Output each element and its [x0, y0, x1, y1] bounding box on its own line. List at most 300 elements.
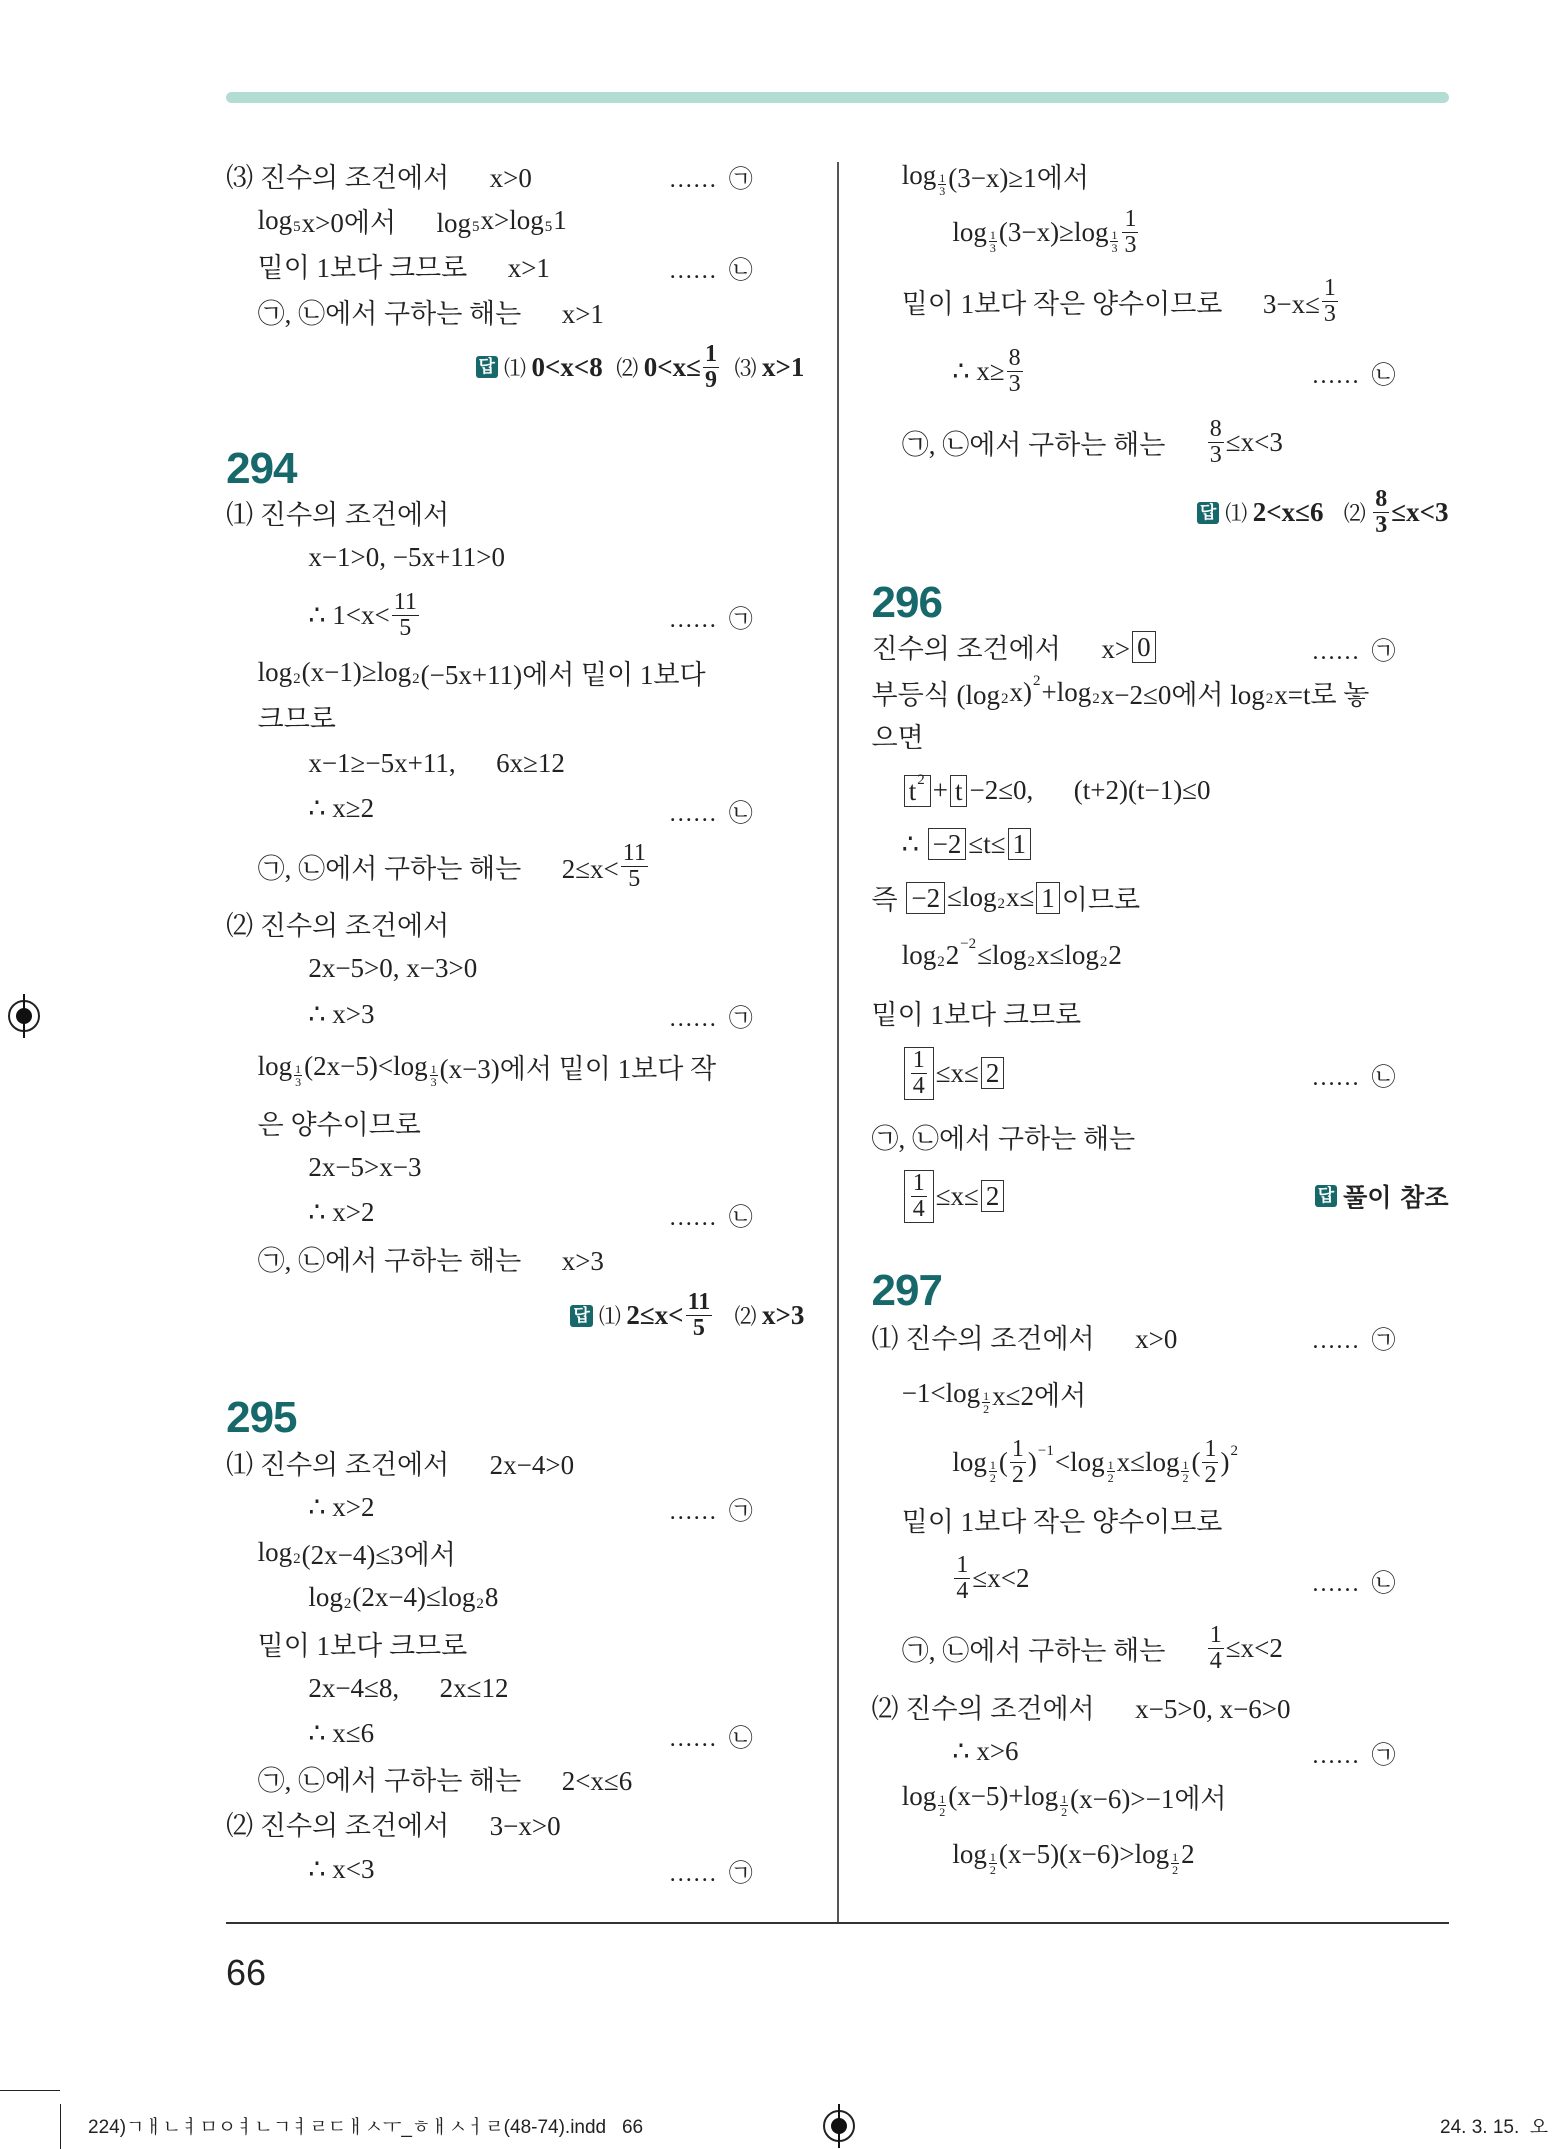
answer-line	[570, 1289, 805, 1342]
answer-blank-box	[1036, 882, 1060, 914]
math-text: 1	[553, 205, 567, 236]
math-text: −2	[932, 829, 962, 860]
math-text: 은 양수이므로	[257, 1109, 421, 1140]
ellipsis: ……	[668, 167, 729, 194]
math-text: 0<x≤	[643, 351, 702, 382]
math-text: log	[257, 205, 293, 236]
math-text: ⑵ 진수의 조건에서 x−5>0, x−6>0	[871, 1693, 1291, 1724]
solution-line	[258, 651, 706, 695]
math-text: ㉠, ㉡에서 구하는 해는 x>1	[257, 298, 604, 329]
registration-mark-icon	[823, 2110, 855, 2142]
fraction	[686, 1290, 713, 1341]
numerator: 8	[1375, 486, 1388, 513]
answer-blank-box	[1132, 631, 1156, 663]
subscript: 5	[472, 219, 480, 236]
numerator: 1	[1172, 1849, 1179, 1864]
solution-line	[226, 491, 449, 535]
solution-line	[308, 1485, 374, 1529]
math-text: 즉	[871, 885, 905, 916]
subscript: 2	[343, 1596, 352, 1613]
item-label: ⑶	[734, 355, 763, 381]
subscript: 2	[1027, 953, 1036, 970]
math-text: 1	[1041, 882, 1055, 913]
fraction	[1208, 417, 1224, 468]
ellipsis: ……	[1311, 638, 1372, 665]
ellipsis: ……	[1311, 1743, 1372, 1770]
solution-line	[872, 670, 1370, 714]
solution-line	[257, 839, 650, 892]
math-text: 2	[945, 939, 960, 970]
solution-line	[872, 625, 1158, 669]
fraction	[1322, 276, 1338, 327]
math-text: (	[1191, 1446, 1201, 1477]
solution-line	[952, 1729, 1018, 1773]
subscript: 2	[293, 1551, 301, 1568]
math-text: (x−3)에서 밑이 1보다 작	[439, 1053, 717, 1084]
solution-line	[308, 1576, 498, 1620]
denominator: 2	[1182, 1470, 1189, 1485]
condition-marker	[1311, 1735, 1395, 1770]
solution-line	[308, 1191, 374, 1235]
solution-line	[901, 1622, 1283, 1675]
fraction	[1110, 229, 1118, 254]
denominator: 3	[989, 241, 996, 256]
math-text: x−1>0, −5x+11>0	[308, 542, 505, 573]
math-text: ㉠, ㉡에서 구하는 해는	[901, 1636, 1206, 1667]
math-text: log	[257, 657, 293, 688]
math-text: x≤2에서	[992, 1381, 1087, 1412]
denominator: 3	[1209, 442, 1222, 469]
math-text: ∴ x≥	[952, 355, 1005, 386]
fraction	[392, 590, 419, 641]
math-text: (2x−4)≤3에서	[301, 1540, 456, 1571]
math-text: log	[952, 1446, 987, 1477]
fraction	[1007, 346, 1023, 397]
math-text: ≤log	[947, 882, 997, 913]
superscript: −2	[960, 935, 977, 952]
solution-line	[308, 741, 565, 785]
math-text: ≤x<2	[972, 1563, 1030, 1594]
math-text: (3−x)≥log	[998, 217, 1109, 248]
math-text: (x−5)(x−6)>log	[998, 1838, 1170, 1869]
math-text: x=t로 놓	[1274, 679, 1370, 710]
math-text: x)	[1009, 676, 1033, 707]
numerator: 1	[939, 170, 946, 185]
subscript: 5	[544, 219, 553, 236]
math-text: −2	[911, 882, 941, 913]
math-text	[714, 1300, 734, 1331]
math-text: x>3	[762, 1300, 805, 1331]
marker-symbol: ㉠	[728, 607, 753, 634]
solution-line	[902, 153, 1089, 197]
solution-line	[226, 1440, 574, 1484]
solution-line	[901, 416, 1283, 469]
problem-number	[226, 443, 296, 495]
numerator: 1	[1209, 1622, 1222, 1649]
solution-line	[902, 769, 1211, 813]
numerator: 11	[622, 839, 646, 866]
denominator: 2	[1061, 1805, 1068, 1820]
item-label: ⑴	[598, 1304, 627, 1330]
crop-mark	[0, 2090, 60, 2091]
math-text: 진수의 조건에서 x>	[871, 634, 1131, 665]
math-text: log	[901, 939, 937, 970]
solution-line	[952, 1832, 1194, 1876]
ellipsis: ……	[668, 1499, 729, 1526]
solution-line	[308, 1847, 374, 1891]
math-text: ㉠, ㉡에서 구하는 해는 2≤x<	[257, 853, 619, 884]
numerator: 8	[1008, 344, 1021, 371]
marker-symbol: ㉡	[728, 257, 753, 284]
math-text: ≤x<2	[1225, 1633, 1283, 1664]
condition-marker	[669, 1718, 753, 1753]
footer-filename: 224)ㄱㅐㄴㅕㅁㅇㅕㄴㄱㅕㄹㄷㅐㅅㅜ_ㅎㅐㅅㅓㄹ(48-74).indd 66	[88, 2117, 644, 2138]
solution-line	[308, 588, 421, 641]
denominator: 2	[983, 1402, 990, 1417]
solution-line	[258, 1531, 456, 1575]
marker-symbol: ㉠	[1371, 1328, 1396, 1355]
denominator: 2	[939, 1805, 946, 1820]
answer-line	[476, 340, 805, 393]
fraction	[703, 342, 719, 393]
denominator: 4	[912, 1195, 925, 1222]
math-text: ≤log	[977, 939, 1027, 970]
fraction	[1202, 1437, 1218, 1488]
math-text: x−1≥−5x+11, 6x≥12	[308, 747, 565, 778]
math-text: (	[998, 1446, 1008, 1477]
math-text: ㉠, ㉡에서 구하는 해는	[871, 1123, 1136, 1154]
crop-mark	[60, 2104, 61, 2149]
condition-marker	[669, 1491, 753, 1526]
denominator: 3	[1111, 241, 1118, 256]
denominator: 2	[1204, 1461, 1217, 1488]
footer-date: 24. 3. 15. 오	[1440, 2117, 1549, 2138]
registration-mark-icon	[8, 1000, 40, 1032]
math-text: ∴ x>6	[952, 1735, 1019, 1766]
answer-blank-box	[981, 1057, 1005, 1089]
math-text: 0	[1137, 631, 1151, 662]
math-text: 2≤x<	[626, 1300, 684, 1331]
solution-line	[308, 947, 477, 991]
math-text: 2x−4≤8, 2x≤12	[308, 1672, 509, 1703]
math-text: ⑴ 진수의 조건에서 2x−4>0	[226, 1449, 575, 1480]
answer-blank-box	[906, 882, 945, 914]
solution-line	[258, 1236, 604, 1280]
answer-badge-icon: 답	[570, 1305, 592, 1327]
answer-badge-icon: 답	[1315, 1185, 1337, 1207]
fraction	[621, 841, 648, 892]
denominator: 5	[692, 1315, 705, 1342]
math-text: log	[257, 1537, 293, 1568]
math-text: (x−6)>−1에서	[1070, 1784, 1227, 1815]
fraction	[938, 1793, 946, 1818]
math-text: 294	[226, 443, 297, 493]
math-text: log	[952, 1838, 987, 1869]
condition-marker	[669, 250, 753, 285]
math-text: ㉠, ㉡에서 구하는 해는 x>3	[257, 1245, 604, 1276]
denominator: 3	[295, 1074, 302, 1089]
math-text: ⑶ 진수의 조건에서 x>0	[226, 162, 532, 193]
subscript: 2	[1099, 953, 1108, 970]
marker-symbol: ㉡	[728, 1204, 753, 1231]
solution-line	[901, 274, 1340, 327]
numerator: 1	[989, 1849, 996, 1864]
math-text: 2x−5>x−3	[308, 1152, 422, 1183]
denominator: 5	[628, 865, 641, 892]
condition-marker	[669, 998, 753, 1033]
math-text: ∴ x≥2	[308, 793, 375, 824]
math-text: ≤x≤	[935, 1180, 979, 1211]
numerator: 11	[393, 588, 417, 615]
math-text: t	[954, 775, 963, 806]
solution-line	[952, 1552, 1030, 1605]
denominator: 4	[956, 1578, 969, 1605]
math-text: (−5x+11)에서 밑이 1보다	[420, 660, 706, 691]
answer-blank-box	[950, 775, 968, 807]
math-text: 297	[871, 1265, 942, 1315]
fraction	[1060, 1793, 1068, 1818]
answer-line	[1197, 486, 1449, 539]
math-text: 2<x≤6	[1252, 497, 1344, 528]
answer-text: 풀이 참조	[1343, 1183, 1449, 1213]
numerator: 1	[1124, 206, 1137, 233]
solution-line	[902, 1372, 1086, 1416]
solution-line	[226, 1802, 561, 1846]
numerator: 1	[1204, 1435, 1217, 1462]
fraction	[294, 1063, 302, 1088]
ellipsis: ……	[668, 1204, 729, 1231]
denominator: 3	[1375, 512, 1388, 539]
subscript: 2	[997, 896, 1005, 913]
subscript: 2	[1265, 690, 1274, 707]
math-text: ⑴ 진수의 조건에서	[226, 500, 450, 531]
marker-symbol: ㉠	[728, 1006, 753, 1033]
solution-line	[258, 695, 336, 739]
numerator: 1	[295, 1061, 302, 1076]
solution-line	[308, 1146, 421, 1190]
condition-marker	[669, 1853, 753, 1888]
superscript: 2	[1033, 672, 1041, 689]
condition-marker	[1311, 631, 1395, 666]
math-text: x−2≤0에서 log	[1100, 679, 1265, 710]
superscript: −1	[1037, 1442, 1054, 1459]
solution-line	[226, 902, 449, 946]
answer-blank-box	[904, 771, 931, 807]
solution-line	[258, 289, 604, 333]
solution-line	[258, 199, 567, 243]
solution-line	[258, 1621, 468, 1665]
math-text: )	[1220, 1446, 1230, 1477]
solution-line	[308, 787, 374, 831]
numerator: 1	[912, 1046, 925, 1073]
denominator: 3	[1008, 370, 1021, 397]
denominator: 2	[1107, 1470, 1114, 1485]
solution-line	[902, 1169, 1007, 1222]
condition-marker	[1311, 355, 1395, 390]
superscript: 2	[917, 771, 925, 788]
fraction	[911, 1171, 927, 1222]
fraction	[911, 1048, 927, 1099]
solution-line	[872, 876, 1140, 920]
solution-line	[872, 1314, 1178, 1358]
math-text: 밑이 1보다 작은 양수이므로	[901, 1507, 1223, 1538]
solution-line	[902, 1046, 1007, 1099]
ellipsis: ……	[1311, 1328, 1372, 1355]
marker-symbol: ㉡	[1371, 1570, 1396, 1597]
numerator: 11	[687, 1289, 711, 1316]
numerator: 1	[1111, 228, 1118, 243]
ellipsis: ……	[668, 1006, 729, 1033]
fraction	[430, 1063, 438, 1088]
ellipsis: ……	[668, 1861, 729, 1888]
math-text: 밑이 1보다 크므로	[871, 1000, 1082, 1031]
solution-line	[872, 714, 924, 758]
math-text: log	[257, 1050, 293, 1081]
solution-line	[902, 1775, 1227, 1819]
math-text: 부등식 (log	[871, 679, 1001, 710]
math-text: 2	[985, 1181, 1000, 1212]
math-text: log	[901, 159, 937, 190]
denominator: 9	[705, 366, 718, 393]
subscript: 2	[1001, 690, 1009, 707]
math-text: 크므로	[257, 704, 336, 735]
fraction	[1208, 1623, 1224, 1674]
subscript: 2	[937, 953, 945, 970]
marker-symbol: ㉠	[1371, 638, 1396, 665]
math-text: (2x−4)≤log	[352, 1582, 476, 1613]
math-text: (2x−5)<log	[304, 1050, 428, 1081]
math-text: +	[932, 775, 948, 806]
math-text: 296	[871, 577, 942, 627]
numerator: 1	[989, 228, 996, 243]
item-label: ⑵	[616, 355, 644, 381]
math-text: ∴ x>2	[308, 1197, 375, 1228]
math-text: 0<x<8	[531, 351, 617, 382]
math-text: ∴ x<3	[308, 1853, 375, 1884]
bottom-rule	[226, 1922, 1449, 1924]
answer-blank-box	[1008, 828, 1032, 860]
solution-line	[308, 536, 505, 580]
fraction	[989, 1851, 997, 1876]
math-text: 8	[484, 1582, 499, 1613]
ellipsis: ……	[1311, 363, 1372, 390]
fraction	[1107, 1459, 1115, 1484]
header-accent-bar	[226, 92, 1449, 103]
denominator: 4	[912, 1072, 925, 1099]
denominator: 2	[1172, 1862, 1179, 1877]
numerator: 1	[956, 1552, 969, 1579]
answer-badge-icon: 답	[1197, 502, 1219, 524]
math-text: +log	[1041, 676, 1092, 707]
numerator: 1	[912, 1169, 925, 1196]
math-text: x≤	[1005, 882, 1035, 913]
condition-marker	[1311, 1320, 1395, 1355]
subscript: 2	[293, 671, 301, 688]
solution-line	[872, 1684, 1291, 1728]
solution-line	[258, 1757, 633, 1801]
ellipsis: ……	[1311, 1570, 1372, 1597]
math-text: −1<log	[901, 1378, 981, 1409]
item-label: ⑵	[734, 1304, 763, 1330]
item-label: ⑵	[1343, 501, 1372, 527]
math-text: x≤log	[1036, 939, 1099, 970]
math-text: x>1	[762, 351, 805, 382]
condition-marker	[669, 599, 753, 634]
denominator: 2	[989, 1470, 996, 1485]
page-number: 66	[226, 1952, 267, 1993]
fraction	[1181, 1459, 1189, 1484]
math-text: ≤t≤	[968, 828, 1006, 859]
solution-line	[258, 1100, 421, 1144]
subscript: 2	[412, 671, 420, 688]
math-text: 2	[1181, 1838, 1195, 1869]
condition-marker	[1311, 1057, 1395, 1092]
math-text: 2x−5>0, x−3>0	[308, 953, 478, 984]
fraction	[1373, 487, 1389, 538]
answer-blank-box	[928, 828, 967, 860]
math-text: ⑴ 진수의 조건에서 x>0	[871, 1323, 1178, 1354]
problem-number	[872, 1265, 942, 1317]
marker-symbol: ㉡	[728, 800, 753, 827]
math-text: ⑵ 진수의 조건에서	[226, 911, 450, 942]
solution-line	[226, 153, 532, 197]
denominator: 4	[1209, 1648, 1222, 1675]
ellipsis: ……	[668, 607, 729, 634]
numerator: 1	[939, 1792, 946, 1807]
denominator: 3	[939, 183, 946, 198]
answer-blank-box	[981, 1180, 1005, 1212]
denominator: 2	[1011, 1461, 1024, 1488]
numerator: 1	[1107, 1457, 1114, 1472]
math-text: log	[901, 1781, 937, 1812]
answer-blank-box	[904, 1170, 934, 1223]
math-text: 295	[226, 1393, 297, 1443]
denominator: 5	[399, 614, 412, 641]
numerator: 1	[1323, 274, 1336, 301]
fraction	[954, 1553, 970, 1604]
math-text: ∴ 1<x<	[308, 599, 390, 630]
answer-badge-icon: 답	[476, 356, 498, 378]
math-text: <log	[1054, 1446, 1105, 1477]
math-text: (3−x)≥1에서	[948, 162, 1089, 193]
denominator: 3	[430, 1074, 437, 1089]
solution-line	[872, 991, 1082, 1035]
solution-line	[952, 206, 1140, 259]
denominator: 3	[1323, 300, 1336, 327]
math-text: 밑이 1보다 크므로	[257, 1630, 468, 1661]
solution-line	[308, 1666, 508, 1710]
marker-symbol: ㉡	[728, 1725, 753, 1752]
condition-marker	[669, 793, 753, 828]
math-text: ㉠, ㉡에서 구하는 해는 2<x≤6	[257, 1766, 633, 1797]
math-text: (x−1)≥log	[301, 657, 412, 688]
marker-symbol: ㉠	[1371, 1743, 1396, 1770]
math-text: ≤x<3	[1225, 427, 1283, 458]
item-label: ⑴	[503, 355, 532, 381]
math-text: ≤x≤	[935, 1057, 979, 1088]
fraction	[982, 1390, 990, 1415]
subscript: 5	[293, 219, 301, 236]
math-text: log	[308, 1582, 343, 1613]
numerator: 1	[983, 1389, 990, 1404]
solution-line	[952, 344, 1024, 397]
math-text: t	[908, 775, 917, 806]
math-text: ⑵ 진수의 조건에서 3−x>0	[226, 1811, 561, 1842]
math-text: ∴ x>3	[308, 998, 375, 1029]
marker-symbol: ㉡	[1371, 363, 1396, 390]
condition-marker	[1311, 1563, 1395, 1598]
numerator: 1	[1061, 1792, 1068, 1807]
